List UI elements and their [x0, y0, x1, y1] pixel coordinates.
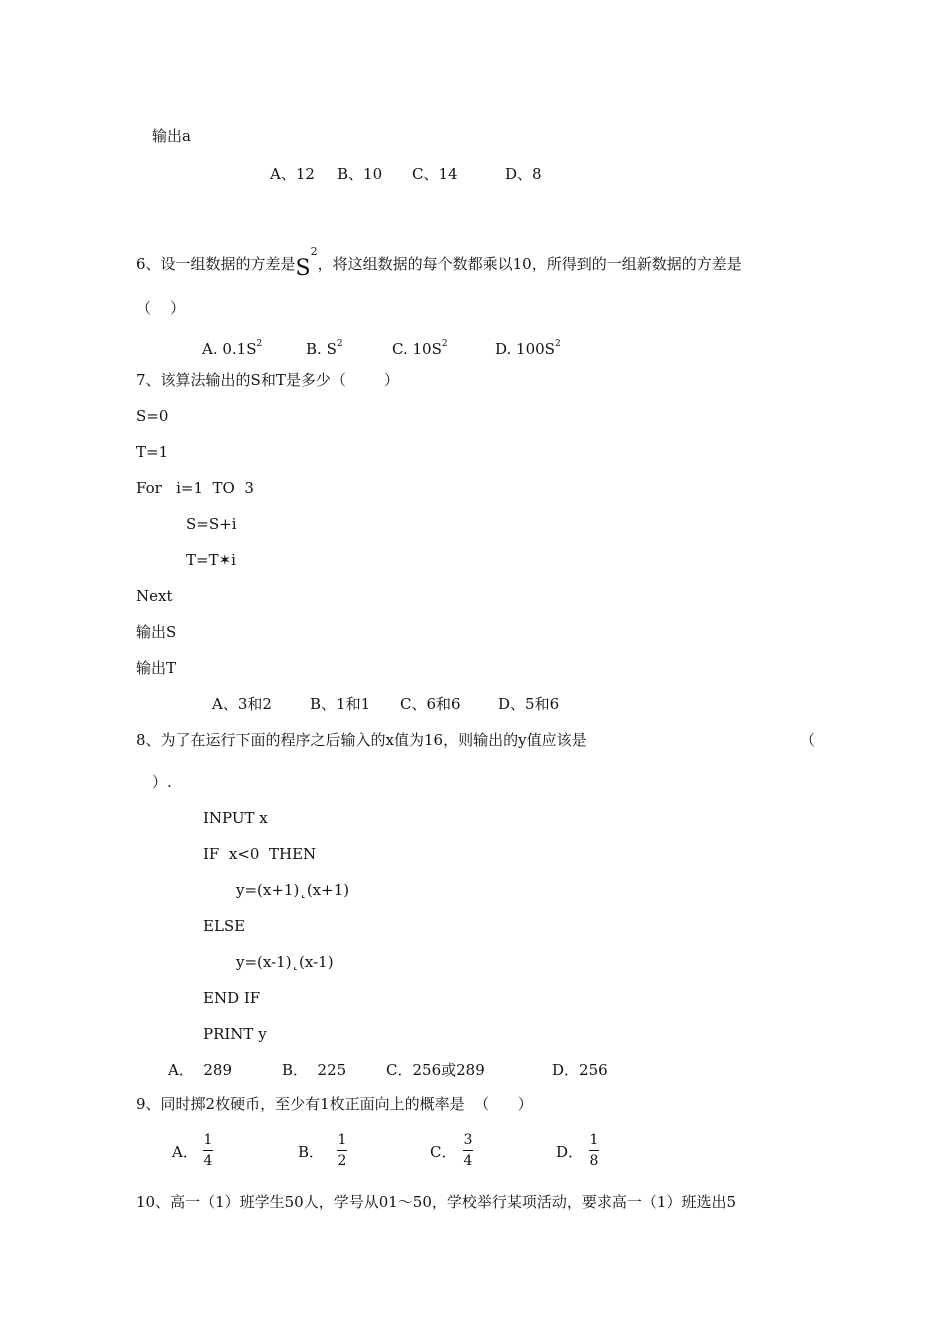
q9-option-a-label: A．	[172, 1143, 198, 1161]
q8-code-line: INPUT x	[203, 809, 268, 827]
q7-code-line: S=0	[136, 407, 169, 425]
q9-option-a-fraction: 1 4	[203, 1132, 213, 1169]
q7-code-line: S=S+i	[186, 515, 237, 533]
q5-option-a: A、12	[270, 165, 315, 183]
q6-option-b: B. $S^2$	[306, 339, 343, 358]
q7-code-line: For i=1 TO 3	[136, 479, 254, 497]
q9-option-d-fraction: 1 8	[589, 1132, 599, 1169]
q8-code-line: PRINT y	[203, 1025, 267, 1043]
q6-option-d: D. $100S^2$	[495, 339, 561, 358]
q6-option-a: A. $0.1S^2$	[202, 339, 263, 358]
q7-option-a: A、3和2	[212, 695, 272, 713]
q6-stem: 6、设一组数据的方差是$S^2$，将这组数据的每个数都乘以10，所得到的一组新数据的方差是	[136, 245, 742, 281]
q8-code-line: y=(x+1)˛(x+1)	[236, 881, 350, 899]
q8-stem: 8、为了在运行下面的程序之后输入的x值为16，则输出的y值应该是	[136, 731, 587, 749]
q7-code-line: T=T✶i	[186, 551, 236, 569]
q5-option-c: C、14	[412, 165, 458, 183]
q8-option-c: C．256或289	[386, 1061, 485, 1079]
q10-stem: 10、高一（1）班学生50人，学号从01～50，学校举行某项活动，要求高一（1）班选出5	[136, 1193, 736, 1211]
q9-option-c-fraction: 3 4	[463, 1132, 473, 1169]
q7-option-b: B、1和1	[310, 695, 371, 713]
q7-code-line: 输出T	[136, 659, 177, 677]
q9-option-d-label: D．	[556, 1143, 584, 1161]
q9-stem: 9、同时掷2枚硬币，至少有1枚正面向上的概率是 （ ）	[136, 1095, 533, 1113]
q9-option-b-fraction: 1 2	[337, 1132, 347, 1169]
q7-code-line: T=1	[136, 443, 169, 461]
q8-code-line: y=(x-1)˛(x-1)	[236, 953, 334, 971]
q9-option-b-label: B．	[298, 1143, 325, 1161]
q8-code-line: ELSE	[203, 917, 246, 935]
q7-option-c: C、6和6	[400, 695, 461, 713]
q6-answer-paren: （ ）	[136, 299, 186, 317]
q7-code-line: Next	[136, 587, 173, 605]
q5-option-d: D、8	[505, 165, 542, 183]
q5-option-b: B、10	[337, 165, 383, 183]
q9-option-c-label: C．	[430, 1143, 457, 1161]
q7-code-line: 输出S	[136, 623, 177, 641]
q8-paren-close: ）.	[152, 773, 172, 791]
q8-option-b: B． 225	[282, 1061, 347, 1079]
q8-code-line: IF x<0 THEN	[203, 845, 317, 863]
q7-stem: 7、该算法输出的S和T是多少（ ）	[136, 371, 399, 389]
q7-option-d: D、5和6	[498, 695, 560, 713]
q5-output-line: 输出a	[152, 127, 191, 145]
q8-paren-open: （	[800, 731, 816, 749]
q8-code-line: END IF	[203, 989, 261, 1007]
q8-option-a: A． 289	[168, 1061, 232, 1079]
q6-option-c: C. $10S^2$	[392, 339, 448, 358]
q8-option-d: D．256	[552, 1061, 608, 1079]
